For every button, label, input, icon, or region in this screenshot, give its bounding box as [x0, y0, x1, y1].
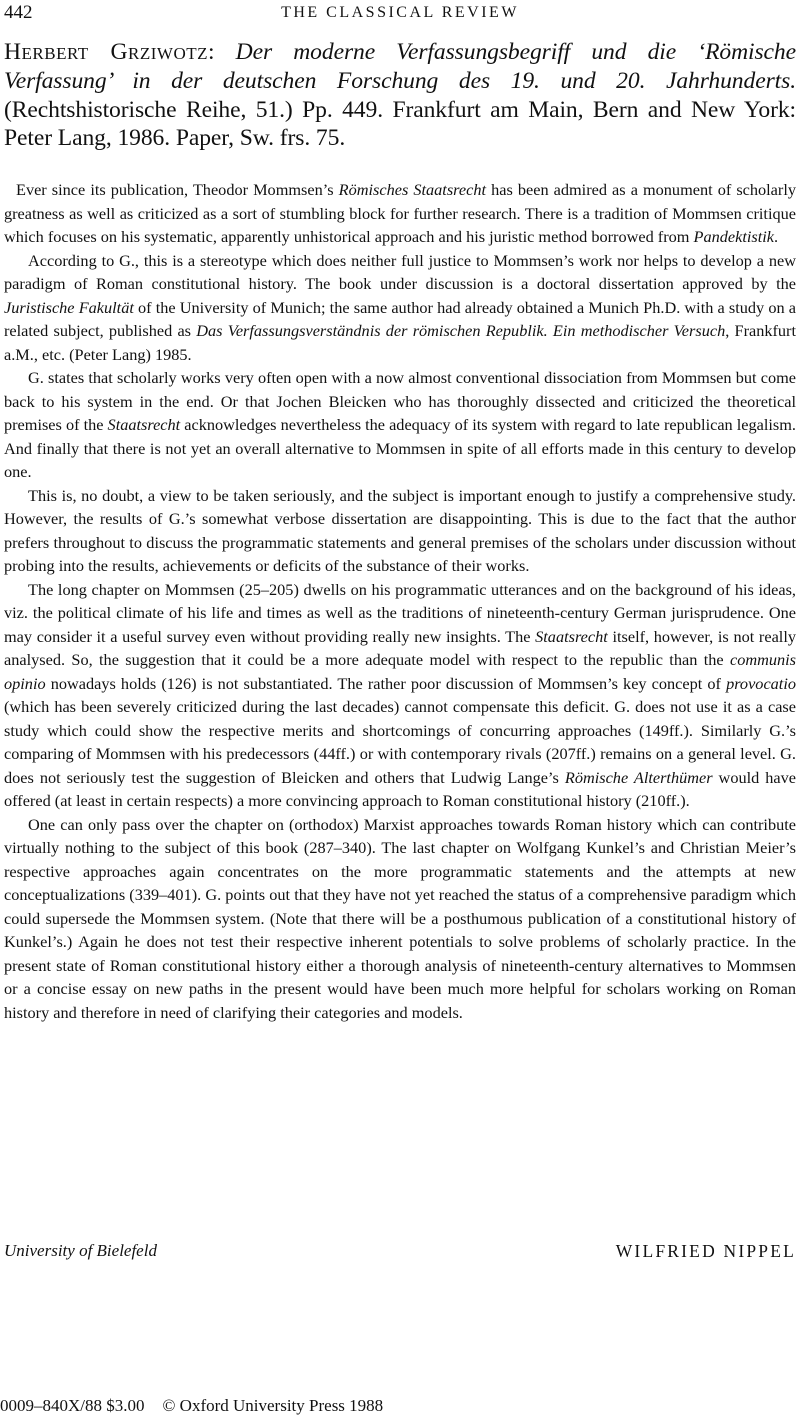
review-paragraph: [4, 249, 796, 367]
italic-title: provocatio: [726, 673, 796, 693]
book-title: Der moderne Verfassungsbegriff und die ‘Römische Verfassung’ in der deutschen Forschung des 19. und 20. Jahrhunderts.: [4, 39, 796, 94]
review-paragraph: [4, 178, 796, 249]
running-head: [4, 0, 796, 26]
italic-title: Römisches Staatsrecht: [338, 180, 487, 199]
italic-title: Pandektistik: [693, 227, 775, 246]
copyright-notice: © Oxford University Press 1988: [162, 1396, 384, 1415]
text-run: .: [774, 227, 779, 246]
page-number: 442: [4, 2, 33, 23]
text-run: itself, however, is not really analysed. So, the suggestion that it could be a more adequate model with respect to the republic than the: [4, 626, 796, 669]
review-paragraph: [4, 813, 796, 1025]
text-run: One can only pass over the chapter on (orthodox) Marxist approaches towards Roman history which can contribute virtually nothing to the subject of this book (287–340). The last chapter on Wolfgang Kunkel’s and Christian Meier’s respective approaches again concentrates on the more programmatic statements and the attempts at new conceptualizations (339–401). G. points out that they have not yet reached the status of a comprehensive paradigm which could supersede the Mommsen system. (Note that there will be a posthumous publication of a constitutional history of Kunkel’s.) Again he does not test their respective inherent potentials to solve problems of scholarly practice. In the present state of Roman constitutional history either a thorough analysis of nineteenth-century alternatives to Mommsen or a concise essay on new paths in the present would have been much more helpful for scholars working on Roman history and therefore in need of clarifying their categories and models.: [4, 814, 796, 1022]
reviewer-name: WILFRIED NIPPEL: [615, 1240, 796, 1261]
text-run: G. states that scholarly works very often open with a now almost conventional dissociation from Mommsen but come back to his system in the end. Or that Jochen Bleicken who has thoroughly dissected and criticized the theoretical premises of the: [4, 368, 796, 434]
italic-title: Staatsrecht: [535, 626, 608, 646]
text-run: (which has been severely criticized during the last decades) cannot compensate this deficit. G. does not use it as a case study which could show the respective merits and shortcomings of concurring approaches (149ff.). Similarly G.’s comparing of Mommsen with his predecessors (44ff.) or with contemporary rivals (207ff.) remains on a general level. G. does not seriously test the suggestion of Bleicken and others that Ludwig Lange’s: [4, 697, 796, 787]
review-signoff: [4, 1238, 796, 1264]
reviewer-affiliation: University of Bielefeld: [4, 1241, 157, 1260]
text-run: Ever since its publication, Theodor Mommsen’s: [16, 180, 339, 199]
text-run: has been admired as a monument of scholarly greatness as well as criticized as a sort of stumbling block for further research. There is a tradition of Mommsen critique which focuses on his systematic, apparently unhistorical approach and his juristic method borrowed from: [4, 180, 796, 246]
text-run: of the University of Munich; the same author had already obtained a Munich Ph.D. with a study on a related subject, published as: [4, 297, 796, 340]
review-paragraph: [4, 484, 796, 578]
text-run: This is, no doubt, a view to be taken seriously, and the subject is important enough to justify a comprehensive study. However, the results of G.’s somewhat verbose dissertation are disappointing. This is due to the fact that the author prefers throughout to discuss the programmatic statements and general premises of the scholars under discussion without probing into the results, achievements or deficits of the substance of their works.: [4, 485, 796, 575]
italic-title: Römische Alterthümer: [564, 767, 713, 787]
review-body: [4, 178, 796, 1024]
text-run: , Frankfurt a.M., etc. (Peter Lang) 1985.: [4, 321, 796, 364]
italic-title: Das Verfassungsverständnis der römischen Republik. Ein methodischer Versuch: [196, 321, 726, 340]
copyright-footer: [0, 1396, 800, 1416]
text-run: According to G., this is a stereotype which does neither full justice to Mommsen’s work nor helps to develop a new paradigm of Roman constitutional history. The book under discussion is a doctoral dissertation approved by the: [4, 250, 796, 293]
issn-price: 0009–840X/88 $3.00: [0, 1396, 145, 1415]
book-author: Herbert Grziwotz: [4, 39, 208, 65]
journal-title: THE CLASSICAL REVIEW: [281, 4, 519, 21]
review-paragraph: [4, 366, 796, 484]
book-publication-details: (Rechtshistorische Reihe, 51.) Pp. 449. Frankfurt am Main, Bern and New York: Peter Lang, 1986. Paper, Sw. frs. 75.: [4, 96, 796, 152]
review-heading: Herbert Grziwotz: Der moderne Verfassungsbegriff und die ‘Römische Verfassung’ in der deutschen Forschung des 19. und 20. Jahrhunderts. (Rechtshistorische Reihe, 51.) Pp. 449. Frankfurt am Main, Bern and New York: Peter Lang, 1986. Paper, Sw. frs. 75.: [4, 39, 796, 152]
italic-title: Juristische Fakultät: [4, 297, 134, 317]
text-run: The long chapter on Mommsen (25–205) dwells on his programmatic utterances and on the background of his ideas, viz. the political climate of his life and times as well as the traditions of nineteenth-century German jurisprudence. One may consider it a useful survey even without providing really new insights. The: [4, 579, 796, 646]
italic-title: communis opinio: [4, 650, 796, 693]
italic-title: Staatsrecht: [107, 415, 181, 434]
text-run: nowadays holds (126) is not substantiated. The rather poor discussion of Mommsen’s key concept of: [45, 673, 727, 693]
review-paragraph: [4, 578, 796, 813]
text-run: acknowledges nevertheless the adequacy of its system with regard to late republican legalism. And finally that there is not yet an overall alternative to Mommsen in spite of all efforts made in this century to develop one.: [4, 415, 796, 481]
text-run: would have offered (at least in certain respects) a more convincing approach to Roman constitutional history (210ff.).: [4, 767, 796, 810]
